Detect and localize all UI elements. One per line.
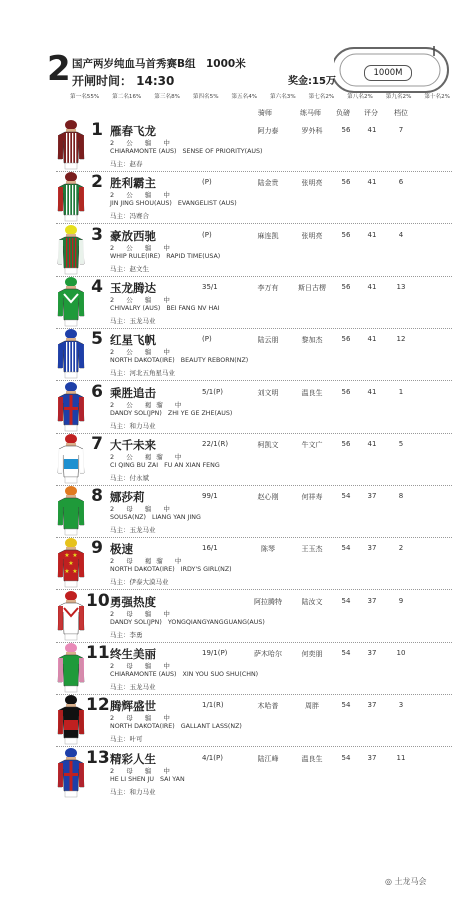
entry-row	[56, 486, 452, 538]
rating: 41	[367, 178, 377, 187]
odds: (P)	[202, 178, 212, 187]
horse-attributes: 2 母 骝 中	[110, 505, 175, 514]
entry-number: 6	[91, 381, 103, 402]
sire-name: DANDY SOL(JPN)	[110, 409, 162, 417]
column-header-rating: 评分	[364, 109, 378, 117]
column-header-jockey: 练马师	[300, 109, 321, 117]
pedigree	[110, 566, 232, 573]
owner-name: 马主：李勇	[110, 630, 143, 639]
dam-name: SAI YAN	[160, 775, 185, 783]
carried-weight: 54	[341, 596, 351, 605]
odds: 1/1(R)	[202, 701, 224, 710]
jockey-silk-icon	[56, 694, 86, 746]
rating: 37	[367, 753, 377, 762]
sire-name: CHIARAMONTE (AUS)	[110, 671, 177, 678]
trainer-name: 麻连凯	[257, 231, 279, 240]
sire-name: WHIP RULE(IRE)	[110, 252, 161, 260]
owner-name: 马主：玉龙马业	[110, 683, 156, 691]
horse-attributes: 2 公 骝 中	[110, 348, 175, 357]
owner-name: 马主：叶可	[110, 735, 143, 744]
horse-name: 豪放西驰	[110, 228, 156, 243]
distance-badge: 1000M	[364, 65, 412, 81]
jockey-name: 何祥寿	[301, 493, 323, 502]
entry-row	[56, 329, 452, 381]
horse-name: 红星飞帆	[110, 333, 156, 348]
carried-weight: 54	[341, 753, 351, 762]
owner-name: 马主：和力马业	[110, 787, 156, 796]
carried-weight: 54	[341, 701, 351, 710]
svg-text:★: ★	[64, 568, 70, 576]
entry-number: 12	[86, 695, 110, 716]
entry-number: 11	[86, 643, 110, 663]
horse-attributes: 2 母 骝 中	[110, 766, 175, 775]
sire-name: NORTH DAKOTA(IRE)	[110, 357, 175, 365]
jockey-name: 罗外科	[301, 127, 323, 135]
footer-label: 土龙马会	[394, 877, 427, 886]
horse-name: 勇强热度	[110, 594, 156, 609]
owner-name: 马主：玉龙马业	[110, 526, 156, 535]
horse-name: 腾辉盛世	[110, 699, 156, 714]
odds: 35/1	[202, 282, 218, 291]
horse-name: 胜利霸主	[110, 176, 156, 191]
entry-number: 10	[86, 590, 110, 611]
svg-text:★: ★	[72, 568, 78, 576]
jockey-silk-icon	[56, 590, 86, 642]
odds: 16/1	[202, 544, 218, 553]
race-prize: 奖金:15万	[288, 76, 336, 87]
jockey-silk-icon	[56, 381, 86, 433]
entry-row	[56, 695, 452, 747]
pedigree	[110, 723, 242, 730]
dam-name: BEAUTY REBORN(NZ)	[180, 357, 249, 365]
owner-name: 马主：和力马业	[110, 421, 156, 430]
carried-weight: 54	[341, 649, 351, 657]
sire-name: JIN JING SHOU(AUS)	[110, 200, 172, 208]
entry-number: 7	[91, 433, 103, 454]
barrier-draw: 1	[398, 387, 404, 396]
entry-row	[56, 277, 452, 329]
carried-weight: 56	[341, 230, 351, 239]
sire-name: HE LI SHEN JU	[110, 775, 154, 783]
sire-name: NORTH DAKOTA(IRE)	[110, 566, 175, 574]
horse-name: 大千未来	[110, 437, 156, 452]
barrier-draw: 6	[398, 178, 404, 187]
barrier-draw: 12	[396, 335, 406, 344]
horse-name: 极速	[110, 542, 133, 557]
jockey-name: 黎加杰	[301, 336, 323, 345]
entry-row	[56, 225, 452, 277]
dam-name: XIN YOU SUO SHU(CHN)	[182, 671, 259, 678]
rating: 37	[367, 596, 377, 605]
jockey-silk-icon	[56, 433, 86, 485]
horse-attributes: 2 公 骝 中	[110, 243, 175, 252]
entry-number: 2	[91, 172, 103, 193]
dam-name: SENSE OF PRIORITY(AUS)	[182, 148, 263, 155]
entry-number: 9	[91, 538, 103, 559]
entry-number: 3	[91, 224, 103, 245]
stat-item: 第八名2%	[347, 94, 373, 100]
jockey-name: 温良生	[301, 754, 323, 763]
owner-name: 马主：玉龙马业	[110, 316, 156, 325]
jockey-name: 王玉杰	[301, 545, 323, 554]
rating: 41	[367, 387, 377, 396]
entry-row	[56, 538, 452, 590]
trainer-name: 赵心刚	[257, 493, 279, 502]
dam-name: GALLANT LASS(NZ)	[180, 723, 242, 731]
footer-brand: ◎ 土龙马会	[385, 877, 427, 886]
jockey-name: 斯日古楞	[298, 283, 326, 292]
entry-number: 8	[91, 486, 103, 507]
sire-name: NORTH DAKOTA(IRE)	[110, 723, 175, 731]
rating: 37	[367, 701, 377, 710]
barrier-draw: 4	[398, 230, 404, 239]
entry-row	[56, 434, 452, 486]
jockey-silk-icon	[56, 119, 86, 171]
entry-number: 1	[91, 120, 103, 140]
svg-text:★: ★	[72, 552, 78, 560]
sire-name: CI QING BU ZAI	[110, 461, 159, 469]
stat-item: 第一名55%	[70, 94, 100, 100]
stat-item: 第四名5%	[192, 94, 219, 100]
barrier-draw: 10	[396, 649, 406, 657]
horse-attributes: 2 母 骝 中	[110, 662, 175, 670]
trainer-name: 陆云朋	[257, 336, 279, 345]
pedigree	[110, 253, 220, 260]
barrier-draw: 11	[396, 753, 406, 762]
svg-text:★: ★	[64, 552, 70, 560]
entry-row	[56, 643, 452, 695]
trainer-name: 阿拉腾特	[254, 597, 282, 606]
carried-weight: 56	[341, 126, 351, 134]
horse-name: 精彩人生	[110, 751, 156, 766]
jockey-silk-icon	[56, 224, 86, 276]
jockey-silk-icon	[56, 537, 86, 589]
owner-name: 马主：赵春	[110, 160, 143, 168]
pedigree	[110, 462, 220, 469]
stat-item: 第十名2%	[424, 94, 450, 100]
pedigree	[110, 357, 248, 364]
dam-name: LIANG YAN JING	[151, 514, 201, 522]
trainer-name: 刘文明	[257, 388, 279, 397]
jockey-name: 张明亮	[301, 231, 323, 240]
race-title: 国产两岁纯血马首秀赛B组 1000米	[72, 58, 246, 70]
svg-text:★: ★	[68, 560, 74, 568]
pedigree	[110, 671, 258, 678]
odds: 5/1(P)	[202, 387, 223, 396]
sire-name: SOUSA(NZ)	[110, 514, 146, 522]
jockey-silk-icon	[56, 171, 86, 223]
jockey-name: 陆汝文	[301, 597, 323, 606]
horse-attributes: 2 母 骝 中	[110, 609, 175, 618]
stat-item: 第七名2%	[308, 94, 335, 100]
horse-name: 乘胜追击	[110, 385, 156, 400]
trainer-name: 柯凯文	[257, 440, 279, 449]
race-number: 2	[47, 49, 71, 89]
sire-name: CHIARAMONTE (AUS)	[110, 148, 177, 155]
carried-weight: 56	[341, 178, 351, 187]
jockey-name: 周胖	[305, 702, 319, 711]
horse-attributes: 2 母 褐骝 中	[110, 557, 187, 566]
trainer-name: 阿力泰	[257, 127, 279, 135]
column-header-weight: 负磅	[336, 109, 350, 117]
odds: 19/1(P)	[202, 649, 228, 657]
barrier-draw: 9	[398, 596, 404, 605]
barrier-draw: 3	[398, 701, 404, 710]
trainer-name: 萨木哈尔	[254, 650, 282, 658]
stat-item: 第二名16%	[112, 94, 142, 100]
horse-name: 娜莎莉	[110, 490, 145, 505]
rating: 41	[367, 282, 377, 291]
odds: (P)	[202, 335, 212, 344]
entry-row	[56, 748, 452, 800]
jockey-silk-icon	[56, 328, 86, 380]
stat-item: 第五名4%	[231, 94, 258, 100]
carried-weight: 54	[341, 492, 351, 501]
carried-weight: 54	[341, 544, 351, 553]
entry-row	[56, 382, 452, 434]
jockey-silk-icon	[56, 747, 86, 799]
horse-attributes: 2 公 骝 中	[110, 191, 175, 200]
barrier-draw: 13	[396, 282, 406, 291]
rating: 37	[367, 492, 377, 501]
dam-name: EVANGELIST (AUS)	[177, 200, 237, 208]
trainer-name: 陈琴	[261, 545, 275, 554]
rating: 41	[367, 335, 377, 344]
barrier-draw: 7	[398, 126, 404, 134]
trainer-name: 李万有	[257, 283, 279, 292]
dam-name: YONGQIANGYANGGUANG(AUS)	[167, 618, 265, 626]
jockey-silk-icon	[56, 485, 86, 537]
placing-percent-row	[70, 92, 450, 100]
owner-name: 马主：河北五角星马业	[110, 369, 175, 378]
trainer-name: 陆江峰	[257, 754, 279, 763]
horse-attributes: 2 公 骝 中	[110, 139, 175, 147]
carried-weight: 56	[341, 335, 351, 344]
stat-item: 第九名2%	[385, 94, 412, 100]
jockey-name: 张明亮	[301, 179, 323, 188]
owner-name: 马主：伊泰大漠马业	[110, 578, 169, 587]
horse-name: 玉龙腾达	[110, 280, 156, 295]
odds: 99/1	[202, 492, 218, 501]
horse-attributes: 2 母 骝 中	[110, 714, 175, 723]
horse-name: 终生美丽	[110, 647, 156, 661]
horse-attributes: 2 公 褐骝 中	[110, 452, 187, 461]
jockey-silk-icon	[56, 276, 86, 328]
barrier-draw: 5	[398, 439, 404, 448]
dam-name: BEI FANG NV HAI	[166, 304, 220, 312]
rating: 41	[367, 439, 377, 448]
dam-name: FU AN XIAN FENG	[164, 461, 220, 469]
jockey-name: 何奕朋	[301, 650, 323, 658]
column-header-trainer: 骑师	[258, 109, 272, 117]
dam-name: RAPID TIME(USA)	[166, 252, 221, 260]
dam-name: IRDY'S GIRL(NZ)	[180, 566, 232, 574]
barrier-draw: 8	[398, 492, 404, 501]
owner-name: 马主：付永斌	[110, 473, 149, 482]
pedigree	[110, 410, 232, 417]
carried-weight: 56	[341, 387, 351, 396]
pedigree	[110, 148, 262, 155]
pedigree	[110, 514, 201, 521]
horse-attributes: 2 公 骝 中	[110, 295, 175, 304]
pedigree	[110, 200, 237, 207]
odds: 4/1(P)	[202, 753, 223, 762]
barrier-draw: 2	[398, 544, 404, 553]
entry-row	[56, 172, 452, 224]
sire-name: CHIVALRY (AUS)	[110, 304, 161, 312]
column-header-draw: 档位	[394, 109, 408, 117]
rating: 41	[367, 230, 377, 239]
horse-attributes: 2 公 褐骝 中	[110, 400, 187, 409]
entry-row	[56, 591, 452, 643]
carried-weight: 56	[341, 282, 351, 291]
entry-number: 5	[91, 329, 103, 350]
rating: 37	[367, 649, 377, 657]
pedigree	[110, 776, 185, 783]
trainer-name: 木哈普	[257, 702, 279, 711]
pedigree	[110, 619, 265, 626]
odds: 22/1(R)	[202, 439, 229, 448]
entry-number: 13	[86, 747, 110, 768]
pedigree	[110, 305, 219, 312]
trainer-name: 陆金贵	[257, 179, 279, 188]
entry-number: 4	[91, 276, 103, 297]
race-start-time: 开闸时间： 14:30	[72, 74, 175, 88]
carried-weight: 56	[341, 439, 351, 448]
dam-name: ZHI YE GE ZHE(AUS)	[167, 409, 233, 417]
horse-name: 雁春飞龙	[110, 124, 156, 138]
owner-name: 马主：赵文生	[110, 264, 149, 273]
rating: 41	[367, 126, 377, 134]
owner-name: 马主：冯赛合	[110, 212, 149, 221]
stat-item: 第三名8%	[154, 94, 180, 100]
stat-item: 第六名3%	[270, 94, 296, 100]
entry-row	[56, 120, 452, 172]
sire-name: DANDY SOL(JPN)	[110, 618, 162, 626]
jockey-silk-icon	[56, 642, 86, 694]
jockey-name: 温良生	[301, 388, 323, 397]
jockey-name: 牛文广	[301, 440, 323, 449]
rating: 37	[367, 544, 377, 553]
odds: (P)	[202, 230, 212, 239]
